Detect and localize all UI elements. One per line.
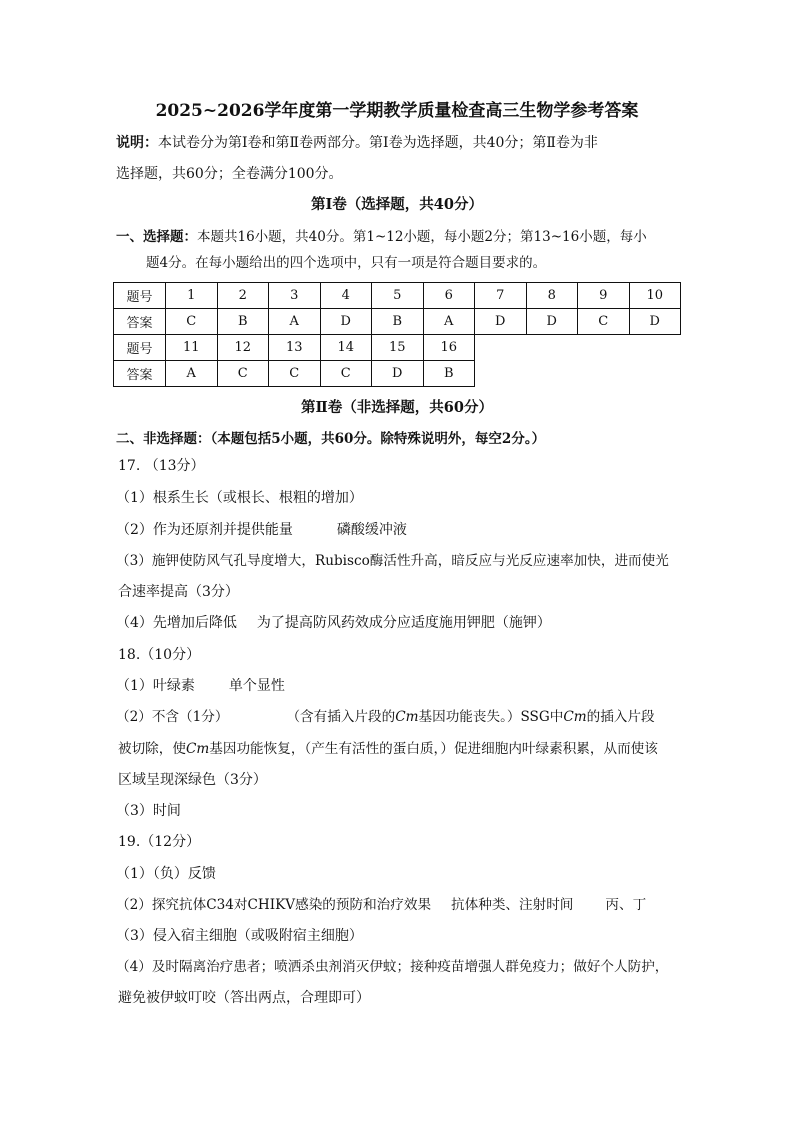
answer-text: （4）先增加后降低 (116, 615, 237, 631)
part2-heading: 第Ⅱ卷（非选择题，共60分） (301, 399, 493, 416)
q17-a3-line1: （3）施钾使防风气孔导度增大，Rubisco酶活性升高，暗反应与光反应速率加快，进而使光 (116, 553, 669, 569)
table-cell: C (217, 361, 269, 387)
intro-label: 说明： (116, 135, 158, 151)
q19-a4-line2: 避免被伊蚊叮咬（答出两点，合理即可） (118, 990, 370, 1006)
table-cell: B (217, 309, 269, 335)
part2-instructions (116, 430, 545, 448)
answer-text: 为了提高防风药效成分应适度施用钾肥（施钾） (256, 615, 551, 631)
table-cell: 5 (372, 283, 424, 309)
table-cell: 3 (269, 283, 321, 309)
row-label: 题号 (114, 335, 166, 361)
table-row (114, 309, 681, 335)
q19-a2 (116, 896, 646, 914)
table-cell: 9 (578, 283, 630, 309)
table-cell: 8 (526, 283, 578, 309)
q19-head: 19.（12分） (118, 834, 201, 850)
answer-text: （2）不含（1分） (116, 709, 229, 725)
q18-a2-line1 (116, 708, 655, 726)
q18-a1 (116, 677, 285, 695)
q18-a2-line2 (118, 740, 658, 758)
table-cell: 2 (217, 283, 269, 309)
intro-line-1 (116, 134, 598, 152)
table-cell: 7 (475, 283, 527, 309)
part1-heading: 第Ⅰ卷（选择题，共40分） (311, 196, 483, 213)
table-cell: D (526, 309, 578, 335)
part1-instructions-1 (116, 228, 647, 246)
table-cell: B (423, 361, 475, 387)
instructions-text: 本题共16小题，共40分。第1~12小题，每小题2分；第13~16小题，每小 (197, 229, 647, 245)
answer-text: 被切除，使 (118, 741, 186, 757)
section-note: （本题包括5小题，共60分。除特殊说明外，每空2分。） (210, 431, 546, 447)
q17-a2 (116, 521, 407, 539)
q18-a3: （3）时间 (116, 803, 181, 819)
q17-a3-line2: 合速率提高（3分） (118, 584, 239, 600)
q17-a1: （1）根系生长（或根长、根粗的增加） (116, 490, 363, 506)
answer-text: 丙、丁 (605, 897, 647, 913)
q17-head: 17. （13分） (118, 458, 205, 474)
q18-head: 18.（10分） (118, 647, 201, 663)
table-cell: 15 (372, 335, 424, 361)
answer-text: 抗体种类、注射时间 (451, 897, 574, 913)
answer-text: （1）叶绿素 (116, 678, 195, 694)
table-cell: 11 (166, 335, 218, 361)
intro-line-2: 选择题，共60分；全卷满分100分。 (116, 166, 343, 182)
empty-cell (475, 335, 681, 361)
table-cell: 10 (629, 283, 681, 309)
q19-a3: （3）侵入宿主细胞（或吸附宿主细胞） (116, 928, 363, 944)
empty-cell (475, 361, 681, 387)
table-row (114, 283, 681, 309)
answer-text: 磷酸缓冲液 (336, 522, 407, 538)
answer-text: 单个显性 (228, 678, 285, 694)
table-cell: A (423, 309, 475, 335)
answer-text: （2）作为还原剂并提供能量 (116, 522, 293, 538)
table-cell: D (629, 309, 681, 335)
table-cell: 12 (217, 335, 269, 361)
answer-text: 基因功能恢复，（产生有活性的蛋白质，）促进细胞内叶绿素积累，从而使该 (209, 741, 658, 757)
q18-a2-line3: 区域呈现深绿色（3分） (118, 772, 267, 788)
page-title: 2025~2026学年度第一学期教学质量检查高三生物学参考答案 (155, 101, 639, 121)
table-cell: D (372, 361, 424, 387)
row-label: 答案 (114, 361, 166, 387)
table-cell: 4 (320, 283, 372, 309)
q17-a4 (116, 614, 551, 632)
table-row (114, 335, 681, 361)
table-cell: 13 (269, 335, 321, 361)
intro-text: 本试卷分为第Ⅰ卷和第Ⅱ卷两部分。第Ⅰ卷为选择题，共40分；第Ⅱ卷为非 (158, 135, 598, 151)
q19-a4-line1: （4）及时隔离治疗患者；喷洒杀虫剂消灭伊蚊；接种疫苗增强人群免疫力；做好个人防护， (116, 959, 669, 975)
table-cell: C (166, 309, 218, 335)
table-cell: 1 (166, 283, 218, 309)
part1-instructions-2: 题4分。在每小题给出的四个选项中，只有一项是符合题目要求的。 (146, 255, 547, 271)
table-cell: D (475, 309, 527, 335)
gene-name: Cm (395, 709, 419, 725)
table-cell: A (166, 361, 218, 387)
table-cell: C (269, 361, 321, 387)
row-label: 题号 (114, 283, 166, 309)
table-cell: 16 (423, 335, 475, 361)
gene-name: Cm (185, 741, 210, 757)
table-cell: 14 (320, 335, 372, 361)
answer-text: （含有插入片段的 (286, 709, 396, 725)
gene-name: Cm (563, 709, 587, 725)
section-label: 二、非选择题： (116, 431, 211, 447)
table-cell: C (578, 309, 630, 335)
table-cell: D (320, 309, 372, 335)
answer-table (113, 282, 681, 387)
answer-text: 的插入片段 (586, 709, 655, 725)
table-cell: B (372, 309, 424, 335)
answer-text: （2）探究抗体C34对CHIKV感染的预防和治疗效果 (116, 897, 432, 913)
table-cell: 6 (423, 283, 475, 309)
answer-text: 基因功能丧失。）SSG中 (418, 709, 564, 725)
table-row (114, 361, 681, 387)
q19-a1: （1）（负）反馈 (116, 866, 216, 882)
row-label: 答案 (114, 309, 166, 335)
table-cell: A (269, 309, 321, 335)
section-label: 一、选择题： (116, 229, 197, 245)
table-cell: C (320, 361, 372, 387)
